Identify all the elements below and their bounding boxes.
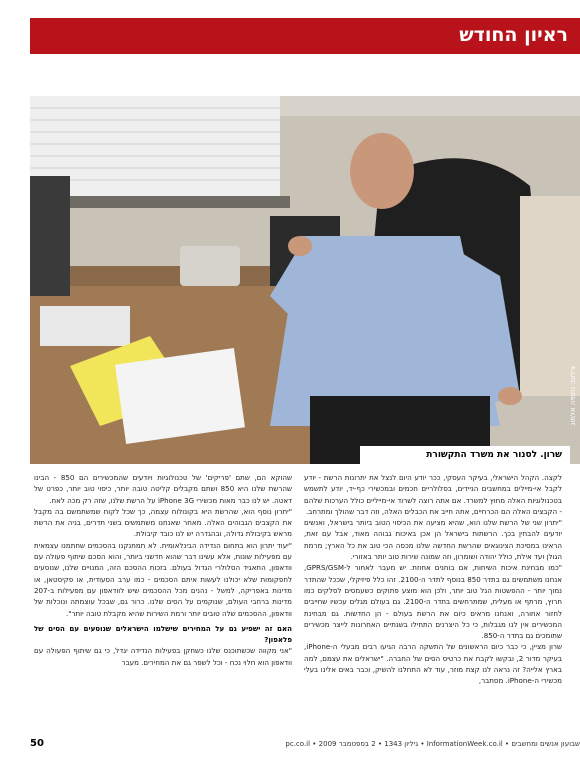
photo-credit: צילום: נחמיה אלמוג — [569, 366, 577, 426]
publication-info: שבועון אנשים ומחשבים • InformationWeek.co.il • גיליון 1343 • 2 בספטמבר 2009 • pc.co.il — [285, 740, 580, 748]
page-footer — [30, 738, 580, 752]
article-paragraph: "יעוד יתרון הוא בתחום הנדידה הבינלאומית. לא תמחנקנו בהסכמים שחתמנו עצמאית עם מפעילות שונות, אלא עשינו דבר שהוא חדשני ביותר, והוא הסכם שיתוף פעולה עם וודאפון, התאגיד הסלולרי הגדול בעולם. בזכות ההסכם הזה, המנויים שלנו, שנוסעים לחפקומות שלא יכולנו לעשות איתם הסכמים - כמו ערב הסעודית, או פקיסטאן, או מדינות באפריקה, למשל - נהנים מכל ההסכמים שיש לוודאפון עם מפעילות ב-207 מדינות ברחבי העולם, שנוקמים על הסים שלנו. כרור גם, שבכל עוצמתה ונוכלות של וודאפון, ההסכמים שלה טובים יותר ורמת השירות שהיא מקבלת טובה יותר". — [34, 540, 292, 618]
section-title: ראיון החודש — [459, 24, 568, 46]
page-number: 50 — [30, 738, 44, 749]
article-paragraph: "יתרון שני של הרשת שלנו הוא, שהיא מציעה את הכיסוי הטוב ביותר בישראל, ואנשים יודעים להבחין בכך. הרשתות בישראל הן אכן באיכות גבוהה מאוד, אבל עם זאת, הראינו במסיכת הצינוגאים שהרשת החדשה שלנו מכסה הכי טוב את כל הארץ; מרמת הגולן ועד אילת, כולל יהודה ושומרון, וזה שמונה שירות טוב יותר באזורי. — [304, 518, 562, 562]
interview-question: האם זה ישפיע גם על המחירים שישלמו הישראלים שנוסעים עם הסים של פלאפון? — [34, 623, 292, 645]
article-paragraph: לקצה. הקהל הישראלי, בעיקר העסקי, ככר יודע היום לנצל את יתרונות הרשת - יודע לקבל אי-מיילים במחשבים הניידים, בסלולריים חכמים ובמכשירי כף-יד, יודע לתשמש בטכנולוגיות האלה מחוץ למשרד. אם אתה רוצה לשרוד אי-מייליים כולל הערכות שלהם - הקבצים האלה הם הכרחיים, אתה חייב את הכבלים האלה, וזה דבר שהולך ומתרחב. — [304, 473, 562, 516]
article-paragraph: "יתרון נוסף הוא, שהרשת היא בקונולוח עצמה, כך שכל לקוח שמשתמשם בה מקבל את הקצבים הגבוהים האלה. מאחר שאנחנו משתמשים בשני תדרים, בניה את הרשת מראש בקיבולת גדולה, ובהגדרה יש לנו כובד קיבולת. — [34, 506, 292, 539]
article-paragraph: "כמו מבחינת איכות השיחות, אם בוחנים אחוזת. יש מעבר לאחור ל-GPRS/GSM, אנחנו משתמשים גם בתדר 850 בנוסף לתדר ה-2100. זהו כלל פיזיקלי, שככל שהתדר נמוך יותר - ההפשטות הגל טוב יותר, ולכן הוא מוצע פתוקים כשעמסים לסלקים כמו חרוץ, מרתף או מעלית, שמתרחשים בתדר ה-2100. גם בעולם מגלים עכשיו שחייבים לחזור אחורה, ואנחנו מראים כיום את הרשת בעולם - הן החדשות. גם מבחינת המכשירים אין לנו מגבלות, כי כל היצרנים התחילו בשנתיים האחרונות לייצר מכשירים שתומכים גם בתדר ה-850. — [304, 563, 562, 641]
article-column-left — [34, 472, 292, 668]
office-scene-illustration — [30, 96, 580, 464]
article-column-right — [304, 472, 562, 687]
interview-photo — [30, 96, 580, 464]
photo-caption: שרון. לסנור את משרד התקשורת — [426, 450, 562, 460]
interview-answer: "אני מקווה שכשתוכנס שלנו כשחקן בפעילות הנדידה יגדל, כי גם שיתוף הפעולה עם וודאפון הוא חלוי נכח - וכל לשפר גם את המחירים. מעבר — [34, 646, 292, 667]
section-header — [30, 18, 580, 54]
article-paragraph: שהוקא הם, שתם 'פריקים' של טכנולוגיות ויודעים שהמכשירים הם 850 - הבינו שהרשת שלנו היא 850 ושתם מקבלים קליטה טובה יותר, כיסוי טוב יותר, כפרט של דאטה. יש לנו כבר מאות מכשירי iPhone 3G על הרשת שלנו, שזה רק מכה לאח. — [34, 473, 292, 505]
article-paragraph: שרון מציין, כי כבר כיום הראשונים של התשקה הרבה הגיעו רבים מבעלי ה-iPhone, בעיקר מדור 2, ובקשו לקבת את כרטיס הסים של החברה. "ישראלים את עצמם, למה בארץ אלייה? זה נראה לנו קצת מוזר, עוד לא התחלנו להשיק, וכבר באים אלינו בעלי מכשירי ה-iPhone. מסתבר, — [304, 642, 562, 686]
photo-caption-box — [360, 446, 570, 466]
